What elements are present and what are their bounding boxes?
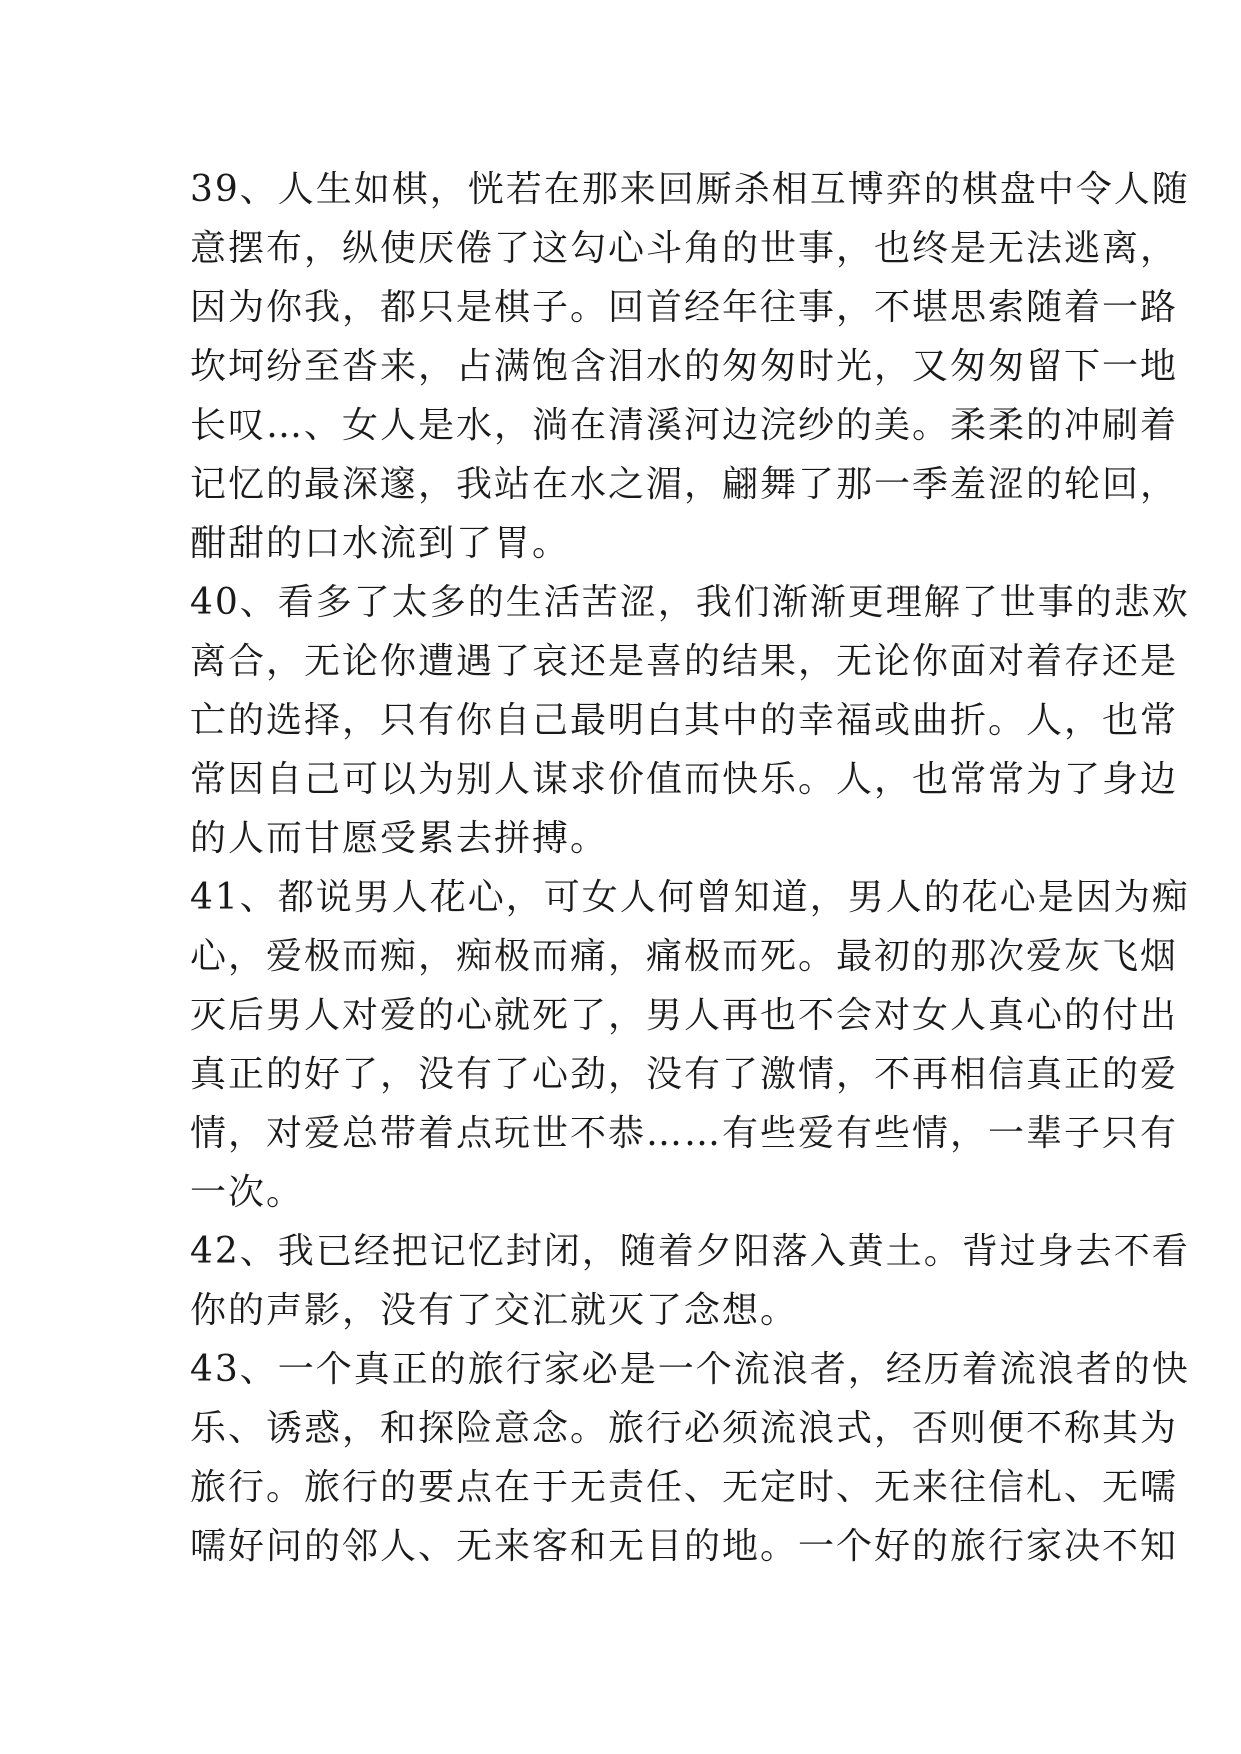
text-line: 情，对爱总带着点玩世不恭……有些爱有些情，一辈子只有: [190, 1113, 1179, 1154]
text-line: 嚅好问的邻人、无来客和无目的地。一个好的旅行家决不知: [190, 1526, 1179, 1567]
text-line: 亡的选择，只有你自己最明白其中的幸福或曲折。人，也常: [190, 700, 1179, 741]
text-line: 你的声影，没有了交汇就灭了念想。: [190, 1290, 799, 1331]
text-line: 长叹…、女人是水，淌在清溪河边浣纱的美。柔柔的冲刷着: [190, 405, 1179, 446]
text-line: 记忆的最深邃，我站在水之湄，翩舞了那一季羞涩的轮回，: [190, 464, 1179, 505]
text-line: 灭后男人对爱的心就死了，男人再也不会对女人真心的付出: [190, 995, 1179, 1036]
text-line: 41、都说男人花心，可女人何曾知道，男人的花心是因为痴: [190, 877, 1190, 918]
text-line: 42、我已经把记忆封闭，随着夕阳落入黄土。背过身去不看: [190, 1231, 1190, 1272]
text-line: 真正的好了，没有了心劲，没有了激情，不再相信真正的爱: [190, 1054, 1179, 1095]
text-line: 一次。: [190, 1172, 305, 1213]
text-line: 意摆布，纵使厌倦了这勾心斗角的世事，也终是无法逃离，: [190, 228, 1179, 269]
text-line: 39、人生如棋，恍若在那来回厮杀相互博弈的棋盘中令人随: [190, 169, 1190, 210]
document-body: [190, 160, 1190, 1576]
text-line: 因为你我，都只是棋子。回首经年往事，不堪思索随着一路: [190, 287, 1179, 328]
text-line: 酣甜的口水流到了胃。: [190, 523, 571, 564]
text-line: 旅行。旅行的要点在于无责任、无定时、无来往信札、无嚅: [190, 1467, 1179, 1508]
text-line: 坎坷纷至沓来，占满饱含泪水的匆匆时光，又匆匆留下一地: [190, 346, 1179, 387]
text-line: 离合，无论你遭遇了哀还是喜的结果，无论你面对着存还是: [190, 641, 1179, 682]
text-line: 的人而甘愿受累去拼搏。: [190, 818, 609, 859]
text-line: 心，爱极而痴，痴极而痛，痛极而死。最初的那次爱灰飞烟: [190, 936, 1179, 977]
text-line: 常因自己可以为别人谋求价值而快乐。人，也常常为了身边: [190, 759, 1179, 800]
text-line: 乐、诱惑，和探险意念。旅行必须流浪式，否则便不称其为: [190, 1408, 1179, 1449]
text-line: 43、一个真正的旅行家必是一个流浪者，经历着流浪者的快: [190, 1349, 1190, 1390]
text-line: 40、看多了太多的生活苦涩，我们渐渐更理解了世事的悲欢: [190, 582, 1190, 623]
